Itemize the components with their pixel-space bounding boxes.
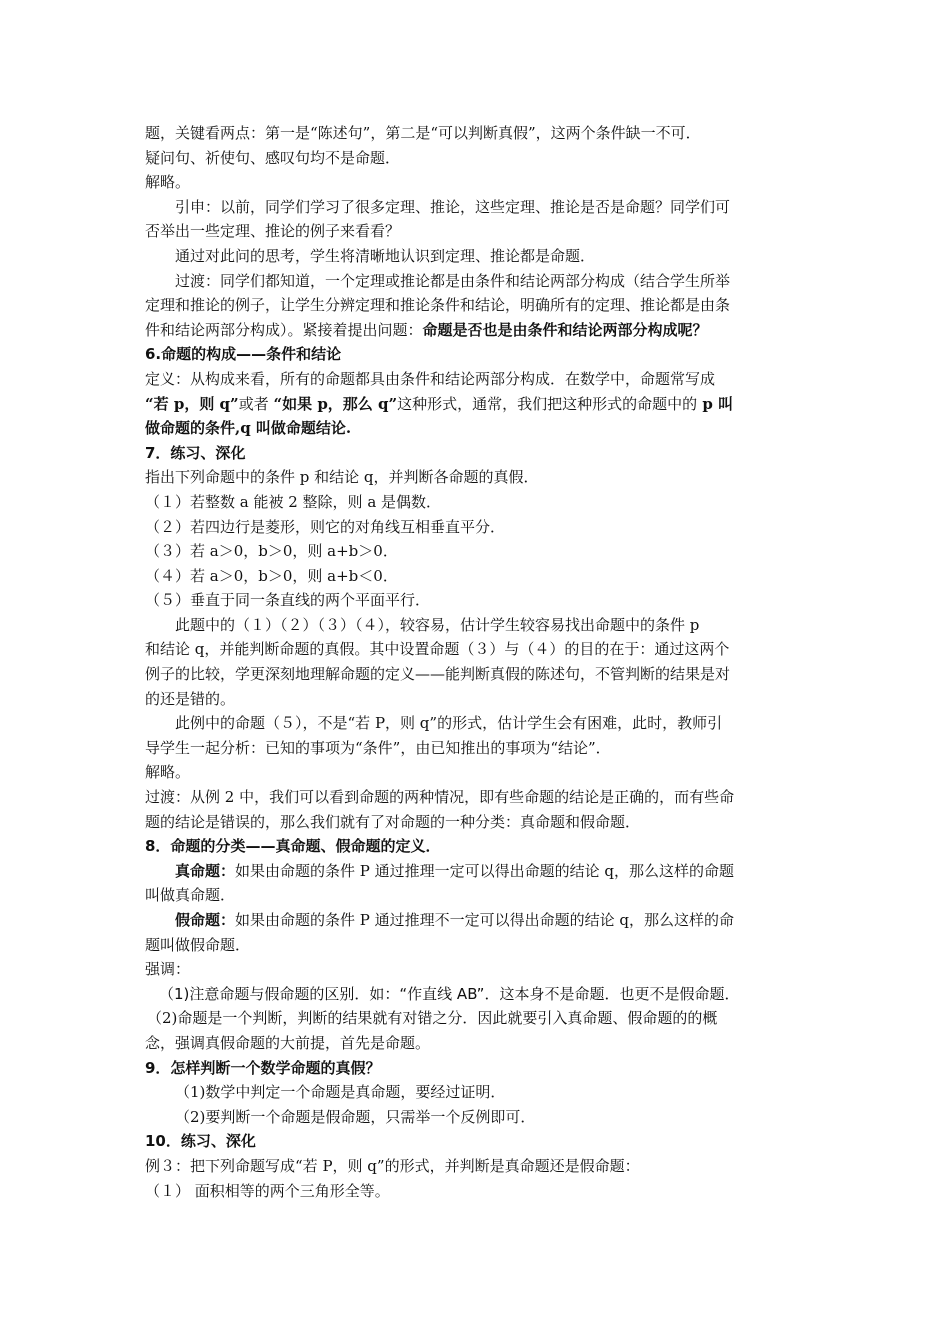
exercise-item: （３）若 a＞0，b＞0，则 a+b＞0． [145, 542, 398, 561]
text-line: 题，关键看两点：第一是“陈述句”，第二是“可以判断真假”，这两个条件缺一不可． [145, 124, 701, 142]
text-line: 导学生一起分析：已知的事项为“条件”，由已知推出的事项为“结论”． [145, 738, 611, 757]
text-line: 和结论 q，并能判断命题的真假。其中设置命题（３）与（４）的目的在于：通过这两个 [145, 640, 730, 659]
text-fragment: 件和结论两部分构成）。紧接着提出问题： [145, 320, 423, 339]
text-line: 强调： [145, 960, 191, 979]
text-line: 叫做真命题． [145, 886, 236, 905]
form-if-then: “若 p，则 q” [145, 394, 239, 413]
definition-line: 定义：从构成来看，所有的命题都具由条件和结论两部分构成．在数学中，命题常写成 [145, 369, 716, 388]
section-10-heading: 10．练习、深化 [145, 1132, 256, 1151]
text-line: 疑问句、祈使句、感叹句均不是命题． [145, 148, 401, 167]
true-proposition-term: 真命题： [175, 861, 236, 880]
section-8-heading: 8．命题的分类——真命题、假命题的定义． [145, 837, 441, 856]
section-6-heading: 6.命题的构成——条件和结论 [145, 345, 342, 364]
text-line: 解略。 [145, 763, 191, 782]
text-line: 过渡：同学们都知道，一个定理或推论都是由条件和结论两部分构成（结合学生所举 [175, 271, 731, 290]
example-line: 例３：把下列命题写成“若 P，则 q”的形式，并判断是真命题还是假命题： [145, 1156, 640, 1175]
exercise-item: （１） 面积相等的两个三角形全等。 [145, 1181, 390, 1200]
emphasis-item: （1)注意命题与假命题的区别．如：“作直线 AB”．这本身不是命题．也更不是假命题． [159, 984, 740, 1003]
text-line: 题的结论是错误的，那么我们就有了对命题的一种分类：真命题和假命题． [145, 812, 641, 831]
exercise-item: （５）垂直于同一条直线的两个平面平行． [145, 591, 431, 610]
definition-line [145, 392, 810, 417]
section-7-heading: 7．练习、深化 [145, 443, 246, 462]
section-9-heading: 9．怎样判断一个数学命题的真假？ [145, 1058, 381, 1077]
text-fragment: 如果由命题的条件 P 通过推理一定可以得出命题的结论 q，那么这样的命题 [235, 861, 735, 880]
text-line: 例子的比较，学更深刻地理解命题的定义——能判断真假的陈述句，不管判断的结果是对 [145, 665, 731, 684]
text-line: 题叫做假命题． [145, 935, 251, 954]
list-item: （2)要判断一个命题是假命题，只需举一个反例即可． [175, 1107, 536, 1126]
text-line: 的还是错的。 [145, 689, 236, 708]
text-fragment: 这种形式，通常，我们把这种形式的命题中的 [397, 394, 698, 413]
document-page [145, 121, 810, 1203]
text-line: 解略。 [145, 173, 191, 192]
exercise-intro: 指出下列命题中的条件 p 和结论 q，并判断各命题的真假． [145, 468, 539, 487]
text-line: 引申：以前，同学们学习了很多定理、推论，这些定理、推论是否是命题？同学们可 [175, 197, 731, 216]
definition-line [145, 908, 810, 933]
text-fragment: 如果由命题的条件 P 通过推理不一定可以得出命题的结论 q，那么这样的命 [235, 911, 735, 929]
text-line: 此例中的命题（５），不是“若 P，则 q”的形式，估计学生会有困难，此时，教师引 [175, 714, 723, 733]
text-line [145, 318, 810, 343]
text-line: 此题中的（１）（２）（３）（４），较容易，估计学生较容易找出命题中的条件 p [175, 615, 700, 634]
transition-question: 命题是否也是由条件和结论两部分构成呢？ [422, 320, 708, 339]
text-line: 念，强调真假命题的大前提，首先是命题。 [145, 1033, 431, 1052]
text-fragment-bold: p 叫 [697, 394, 734, 413]
definition-line: 做命题的条件,q 叫做命题结论. [145, 419, 352, 438]
definition-line [145, 859, 810, 884]
form-if-so: “如果 p，那么 q” [273, 394, 398, 413]
text-line: 过渡：从例 2 中，我们可以看到命题的两种情况，即有些命题的结论是正确的，而有些命 [145, 788, 735, 807]
text-line: 定理和推论的例子，让学生分辨定理和推论条件和结论，明确所有的定理、推论都是由条 [145, 296, 731, 315]
emphasis-item: （2)命题是一个判断，判断的结果就有对错之分．因此就要引入真命题、假命题的的概 [147, 1009, 718, 1028]
text-fragment: 或者 [238, 394, 274, 413]
list-item: （1)数学中判定一个命题是真命题，要经过证明． [175, 1083, 506, 1102]
exercise-item: （１）若整数 a 能被 2 整除，则 a 是偶数． [145, 492, 442, 511]
exercise-item: （４）若 a＞0，b＞0，则 a+b＜0． [145, 566, 398, 585]
false-proposition-term: 假命题： [175, 911, 236, 929]
text-line: 否举出一些定理、推论的例子来看看？ [145, 222, 401, 241]
text-line: 通过对此问的思考，学生将清晰地认识到定理、推论都是命题． [175, 246, 596, 265]
exercise-item: （２）若四边行是菱形，则它的对角线互相垂直平分． [145, 517, 506, 536]
